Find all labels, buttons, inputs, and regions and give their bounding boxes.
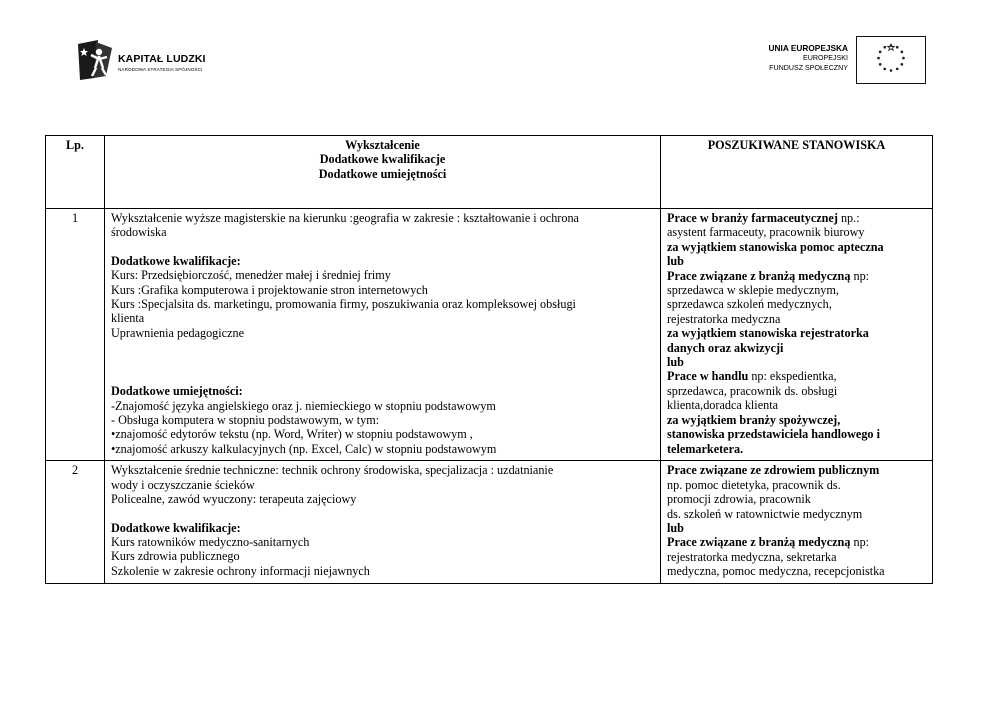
- header-education-line2: Dodatkowe kwalifikacje: [319, 152, 446, 167]
- qualification-item: Kurs zdrowia publicznego: [111, 549, 240, 564]
- positions-cell: [661, 461, 933, 583]
- position-line: rejestratorka medyczna, sekretarka: [667, 549, 837, 564]
- qualification-item: Kurs :Grafika komputerowa i projektowanie stron internetowych: [111, 282, 428, 297]
- education-text: środowiska: [111, 225, 167, 240]
- header-education: [105, 136, 661, 209]
- header-education-line1: Wykształcenie: [345, 138, 420, 152]
- position-line: sprzedawca szkoleń medycznych,: [667, 297, 832, 312]
- education-text: Wykształcenie wyższe magisterskie na kierunku :geografia w zakresie : kształtowanie i ochrona: [111, 211, 579, 225]
- position-line: np. pomoc dietetyka, pracownik ds.: [667, 477, 841, 492]
- eu-logo-line1: UNIA EUROPEJSKA: [768, 43, 848, 53]
- position-text: np:: [850, 268, 870, 283]
- skills-heading: Dodatkowe umiejętności:: [111, 384, 243, 399]
- qualification-item: klienta: [111, 311, 145, 326]
- table-header-row: [46, 136, 933, 209]
- position-text: np.:: [837, 211, 860, 225]
- kapital-ludzki-name: KAPITAŁ LUDZKI: [118, 53, 206, 65]
- position-text: np: ekspedientka,: [748, 369, 837, 384]
- position-line: rejestratorka medyczna: [667, 311, 781, 326]
- skill-item: - Obsługa komputera w stopniu podstawowym, w tym:: [111, 413, 380, 428]
- position-exception: za wyjątkiem stanowiska rejestratorka: [667, 326, 869, 341]
- skill-item: •znajomość edytorów tekstu (np. Word, Writer) w stopniu podstawowym ,: [111, 427, 473, 442]
- position-or: lub: [667, 355, 684, 370]
- kapital-ludzki-subtitle: NARODOWA STRATEGIA SPÓJNOŚCI: [118, 67, 203, 72]
- eu-logo-text: [769, 43, 848, 73]
- qualification-item: Kurs :Specjalsita ds. marketingu, promowania firmy, poszukiwania oraz kompleksowej obsługi: [111, 297, 576, 312]
- table-row: [46, 209, 933, 461]
- education-text: Policealne, zawód wyuczony: terapeuta zajęciowy: [111, 492, 357, 507]
- position-or: lub: [667, 254, 684, 269]
- position-category: Prace w branży farmaceutycznej: [667, 211, 838, 225]
- position-exception: za wyjątkiem stanowiska pomoc apteczna: [667, 239, 884, 254]
- position-exception: danych oraz akwizycji: [667, 340, 784, 355]
- eu-logo-line3: FUNDUSZ SPOŁECZNY: [769, 64, 848, 72]
- position-line: ds. szkoleń w ratownictwie medycznym: [667, 506, 863, 521]
- position-exception: telemarketera.: [667, 441, 744, 456]
- position-or: lub: [667, 520, 684, 535]
- position-exception: za wyjątkiem branży spożywczej,: [667, 412, 841, 427]
- position-line: [667, 211, 926, 225]
- position-exception: stanowiska przedstawiciela handlowego i: [667, 427, 880, 442]
- position-line: sprzedawca, pracownik ds. obsługi: [667, 383, 838, 398]
- qualification-item: Kurs: Przedsiębiorczość, menedżer małej i średniej frimy: [111, 268, 391, 283]
- eu-logo-line2: EUROPEJSKI: [803, 54, 848, 62]
- kapital-ludzki-emblem-icon: [76, 38, 114, 82]
- skill-item: -Znajomość języka angielskiego oraz j. niemieckiego w stopniu podstawowym: [111, 398, 496, 413]
- eu-flag-icon: [856, 36, 926, 84]
- header-education-line3: Dodatkowe umiejętności: [318, 166, 447, 181]
- table-row: [46, 461, 933, 583]
- positions-cell: [661, 209, 933, 461]
- row-number: 2: [46, 461, 105, 583]
- education-cell: [105, 461, 661, 583]
- position-category: Prace związane ze zdrowiem publicznym: [667, 463, 880, 478]
- education-text: Wykształcenie średnie techniczne: technik ochrony środowiska, specjalizacja : uzdatnianie: [111, 463, 554, 478]
- position-line: klienta,doradca klienta: [667, 398, 778, 413]
- position-line: promocji zdrowia, pracownik: [667, 492, 811, 507]
- header-positions: POSZUKIWANE STANOWISKA: [661, 136, 933, 209]
- position-text: np:: [850, 535, 870, 550]
- positions-table: [45, 135, 933, 584]
- qualification-item: Szkolenie w zakresie ochrony informacji niejawnych: [111, 563, 370, 578]
- eu-logo: [730, 36, 926, 86]
- position-category: Prace związane z branżą medyczną: [667, 268, 851, 283]
- education-text: wody i oczyszczanie ścieków: [111, 477, 255, 492]
- qualifications-heading: Dodatkowe kwalifikacje:: [111, 520, 241, 535]
- position-line: [667, 535, 926, 549]
- education-cell: [105, 209, 661, 461]
- position-category: Prace w handlu: [667, 369, 749, 384]
- qualification-item: Kurs ratowników medyczno-sanitarnych: [111, 534, 310, 549]
- position-category: Prace związane z branżą medyczną: [667, 535, 851, 550]
- qualification-item: Uprawnienia pedagogiczne: [111, 325, 244, 340]
- position-line: medyczna, pomoc medyczna, recepcjonistka: [667, 564, 885, 579]
- position-line: [667, 369, 926, 383]
- position-line: asystent farmaceuty, pracownik biurowy: [667, 225, 865, 240]
- kapital-ludzki-logo: [76, 38, 226, 82]
- position-line: [667, 269, 926, 283]
- position-line: sprzedawca w sklepie medycznym,: [667, 283, 839, 298]
- header-lp: Lp.: [46, 136, 105, 209]
- row-number: 1: [46, 209, 105, 461]
- skill-item: •znajomość arkuszy kalkulacyjnych (np. Excel, Calc) w stopniu podstawowym: [111, 441, 497, 456]
- qualifications-heading: Dodatkowe kwalifikacje:: [111, 253, 241, 268]
